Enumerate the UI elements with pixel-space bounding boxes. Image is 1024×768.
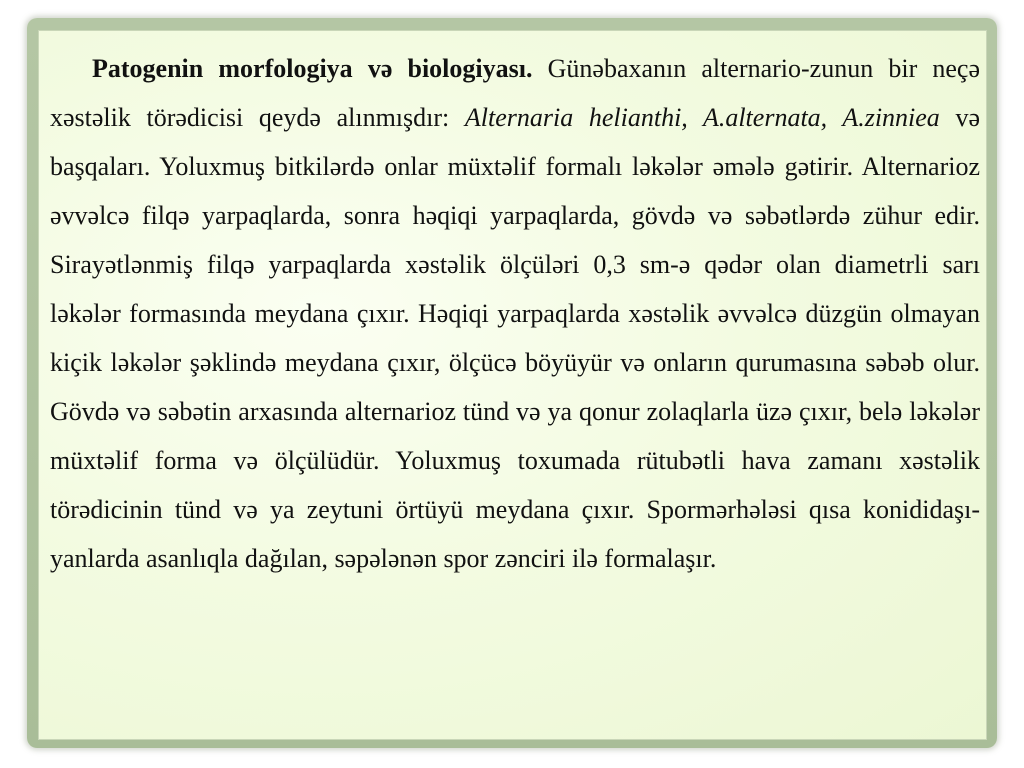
paragraph-text-part-2: və başqaları. Yoluxmuş bitkilərdə onlar müxtəlif formalı ləkələr əmələ gətirir. Alternarioz əvvəlcə filqə yarpaqlarda, sonra həqiqi yarpaqlarda, gövdə və səbətlərdə zühur edir. Sirayətlənmiş filqə yarpaqlarda xəstəlik ölçüləri 0,3 sm-ə qədər olan diametrli sarı ləkələr formasında meydana çıxır. Həqiqi yarpaqlarda xəstəlik əvvəlcə düzgün olmayan kiçik ləkələr şəklində meydana çıxır, ölçücə böyüyür və onların qurumasına səbəb olur. Gövdə və səbətin arxasında alternarioz tünd və ya qonur zolaqlarla üzə çıxır, belə ləkələr müxtəlif forma və ölçülüdür. Yoluxmuş toxumada rütubətli hava zamanı xəstəlik törədicinin tünd və ya zeytuni örtüyü meydana çıxır. Spormərhələsi qısa konididaşı-yanlarda asanlıqla dağılan, səpələnən spor zənciri ilə formalaşır.: [50, 103, 980, 573]
paragraph-heading: Patogenin morfologiya və biologiyası.: [92, 54, 533, 83]
paragraph-text-part-1: Günəbaxanın alternario-zunun bir neçə xəstəlik törədicisi qeydə alınmışdır:: [50, 54, 980, 132]
body-paragraph: [50, 44, 980, 583]
species-names: Alternaria helianthi, A.alternata, A.zinniea: [464, 103, 940, 132]
